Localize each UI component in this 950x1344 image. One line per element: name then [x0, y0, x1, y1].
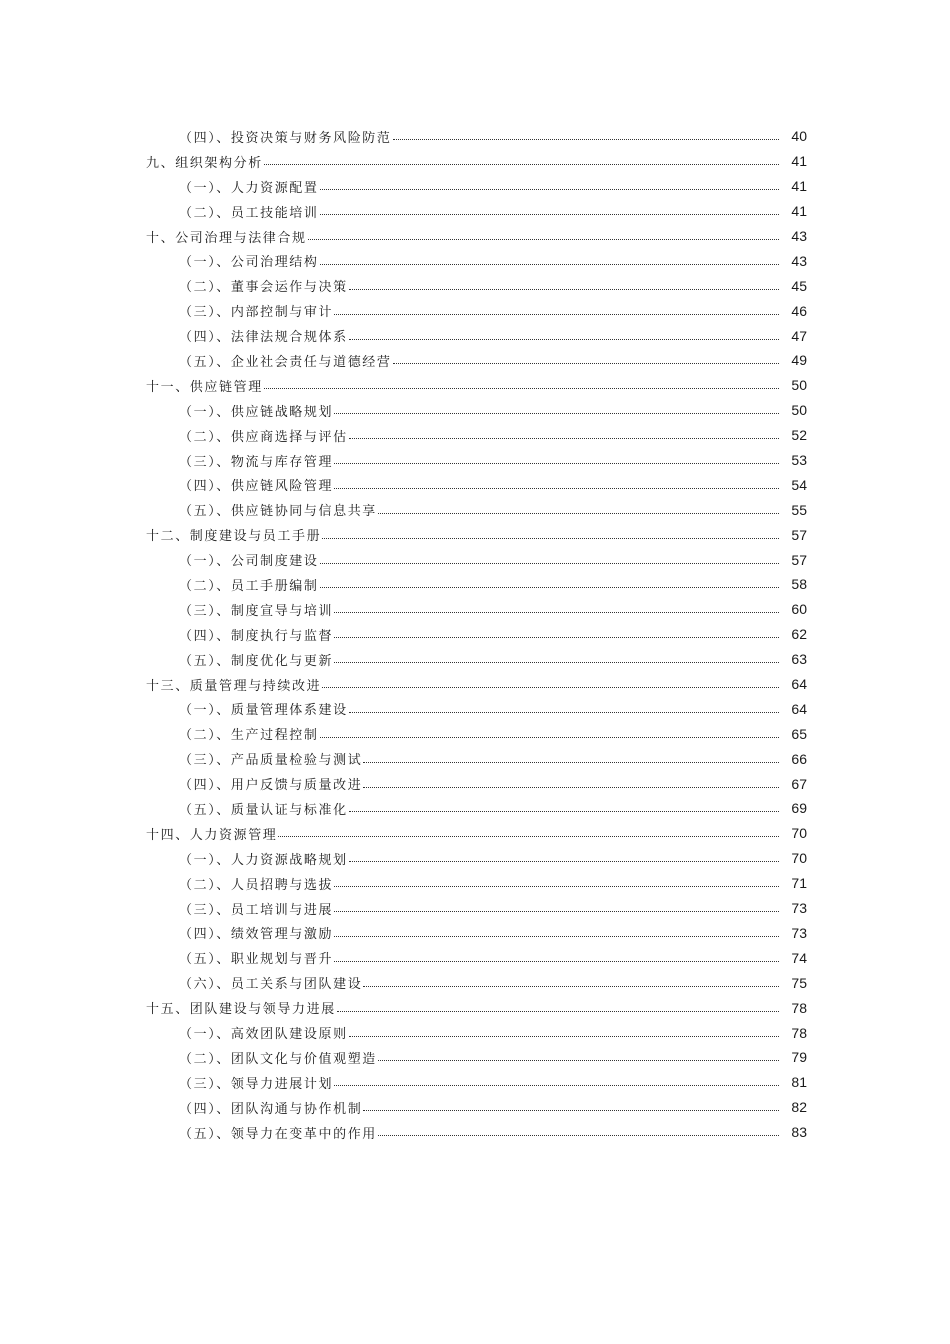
- toc-page-number: 54: [791, 476, 807, 493]
- toc-dot-leader: [320, 263, 779, 265]
- toc-entry-title: （二）、生产过程控制: [179, 724, 319, 743]
- toc-section-entry[interactable]: [0, 1020, 950, 1045]
- toc-section-entry[interactable]: [0, 323, 950, 348]
- toc-section-entry[interactable]: [0, 1095, 950, 1120]
- toc-entry-title: （五）、供应链协同与信息共享: [179, 500, 377, 519]
- toc-dot-leader: [349, 288, 779, 290]
- toc-section-entry[interactable]: [0, 572, 950, 597]
- toc-page-number: 70: [791, 825, 807, 842]
- toc-entry-title: （四）、制度执行与监督: [179, 625, 333, 644]
- toc-page-number: 78: [791, 999, 807, 1016]
- toc-page-number: 74: [791, 949, 807, 966]
- toc-entry-title: （二）、员工技能培训: [179, 202, 319, 221]
- toc-entry-title: （五）、领导力在变革中的作用: [179, 1123, 377, 1142]
- toc-dot-leader: [278, 835, 779, 837]
- toc-entry-title: 十三、质量管理与持续改进: [146, 675, 321, 694]
- toc-dot-leader: [334, 313, 779, 315]
- toc-section-entry[interactable]: [0, 597, 950, 622]
- toc-entry-title: （三）、内部控制与审计: [179, 301, 333, 320]
- toc-page-number: 73: [791, 900, 807, 917]
- toc-dot-leader: [320, 586, 779, 588]
- toc-section-entry[interactable]: [0, 1120, 950, 1145]
- toc-dot-leader: [349, 711, 779, 713]
- toc-dot-leader: [320, 213, 779, 215]
- toc-entry-title: 十五、团队建设与领导力进展: [146, 998, 336, 1017]
- toc-dot-leader: [320, 188, 779, 190]
- toc-page-number: 50: [791, 377, 807, 394]
- toc-dot-leader: [322, 537, 779, 539]
- toc-dot-leader: [334, 960, 779, 962]
- toc-page-number: 83: [791, 1124, 807, 1141]
- toc-dot-leader: [334, 462, 779, 464]
- toc-page-number: 70: [791, 850, 807, 867]
- toc-entry-title: （二）、员工手册编制: [179, 575, 319, 594]
- toc-page-number: 55: [791, 501, 807, 518]
- toc-dot-leader: [337, 1010, 779, 1012]
- toc-entry-title: （一）、质量管理体系建设: [179, 699, 348, 718]
- toc-page-number: 62: [791, 626, 807, 643]
- toc-section-entry[interactable]: [0, 746, 950, 771]
- toc-entry-title: （一）、公司制度建设: [179, 550, 319, 569]
- toc-chapter-entry[interactable]: [0, 149, 950, 174]
- toc-entry-title: （四）、法律法规合规体系: [179, 326, 348, 345]
- toc-entry-title: （二）、团队文化与价值观塑造: [179, 1048, 377, 1067]
- toc-page-number: 63: [791, 651, 807, 668]
- toc-entry-title: （五）、企业社会责任与道德经营: [179, 351, 392, 370]
- toc-entry-title: （二）、董事会运作与决策: [179, 276, 348, 295]
- toc-section-entry[interactable]: [0, 771, 950, 796]
- toc-page-number: 58: [791, 576, 807, 593]
- toc-entry-title: （四）、团队沟通与协作机制: [179, 1098, 362, 1117]
- toc-entry-title: （三）、物流与库存管理: [179, 451, 333, 470]
- toc-page-number: 81: [791, 1074, 807, 1091]
- toc-entry-title: 十二、制度建设与员工手册: [146, 525, 321, 544]
- toc-section-entry[interactable]: [0, 622, 950, 647]
- toc-dot-leader: [334, 487, 779, 489]
- toc-dot-leader: [378, 512, 779, 514]
- toc-dot-leader: [334, 885, 779, 887]
- toc-section-entry[interactable]: [0, 796, 950, 821]
- toc-dot-leader: [393, 362, 779, 364]
- toc-page-number: 50: [791, 402, 807, 419]
- toc-section-entry[interactable]: [0, 248, 950, 273]
- toc-page-number: 71: [791, 875, 807, 892]
- toc-dot-leader: [334, 412, 779, 414]
- toc-entry-title: （四）、投资决策与财务风险防范: [179, 127, 392, 146]
- toc-entry-title: （三）、产品质量检验与测试: [179, 749, 362, 768]
- toc-dot-leader: [322, 686, 779, 688]
- toc-entry-title: （三）、制度宣导与培训: [179, 600, 333, 619]
- toc-chapter-entry[interactable]: [0, 821, 950, 846]
- toc-page-number: 45: [791, 277, 807, 294]
- toc-section-entry[interactable]: [0, 398, 950, 423]
- toc-dot-leader: [334, 611, 779, 613]
- toc-section-entry[interactable]: [0, 1070, 950, 1095]
- toc-page-number: 78: [791, 1024, 807, 1041]
- toc-page-number: 41: [791, 203, 807, 220]
- toc-page-number: 64: [791, 700, 807, 717]
- toc-entry-title: （一）、人力资源战略规划: [179, 849, 348, 868]
- toc-section-entry[interactable]: [0, 696, 950, 721]
- toc-page-number: 57: [791, 526, 807, 543]
- toc-entry-title: （四）、绩效管理与激励: [179, 923, 333, 942]
- toc-page-number: 43: [791, 252, 807, 269]
- toc-dot-leader: [334, 910, 779, 912]
- toc-section-entry[interactable]: [0, 472, 950, 497]
- toc-entry-title: （一）、公司治理结构: [179, 251, 319, 270]
- toc-dot-leader: [378, 1134, 779, 1136]
- toc-page-number: 79: [791, 1049, 807, 1066]
- toc-section-entry[interactable]: [0, 945, 950, 970]
- toc-dot-leader: [363, 786, 779, 788]
- toc-page-number: 57: [791, 551, 807, 568]
- toc-page-number: 53: [791, 452, 807, 469]
- toc-section-entry[interactable]: [0, 199, 950, 224]
- toc-section-entry[interactable]: [0, 448, 950, 473]
- toc-dot-leader: [334, 935, 779, 937]
- table-of-contents: [0, 124, 950, 1145]
- toc-entry-title: （二）、供应商选择与评估: [179, 426, 348, 445]
- toc-section-entry[interactable]: [0, 174, 950, 199]
- toc-section-entry[interactable]: [0, 1045, 950, 1070]
- toc-entry-title: （六）、员工关系与团队建设: [179, 973, 362, 992]
- toc-entry-title: （五）、制度优化与更新: [179, 650, 333, 669]
- toc-entry-title: 十、公司治理与法律合规: [146, 227, 307, 246]
- toc-dot-leader: [393, 138, 779, 140]
- toc-section-entry[interactable]: [0, 348, 950, 373]
- toc-dot-leader: [308, 238, 779, 240]
- toc-dot-leader: [334, 661, 779, 663]
- toc-dot-leader: [363, 761, 779, 763]
- toc-section-entry[interactable]: [0, 497, 950, 522]
- toc-page-number: 66: [791, 750, 807, 767]
- toc-page-number: 67: [791, 775, 807, 792]
- toc-page-number: 52: [791, 427, 807, 444]
- toc-chapter-entry[interactable]: [0, 224, 950, 249]
- toc-page-number: 41: [791, 178, 807, 195]
- toc-section-entry[interactable]: [0, 896, 950, 921]
- toc-section-entry[interactable]: [0, 273, 950, 298]
- toc-dot-leader: [363, 1109, 779, 1111]
- toc-entry-title: （五）、职业规划与晋升: [179, 948, 333, 967]
- toc-entry-title: 十四、人力资源管理: [146, 824, 277, 843]
- toc-dot-leader: [349, 810, 779, 812]
- toc-entry-title: （三）、领导力进展计划: [179, 1073, 333, 1092]
- toc-dot-leader: [349, 1035, 779, 1037]
- toc-page-number: 60: [791, 601, 807, 618]
- toc-page-number: 41: [791, 153, 807, 170]
- toc-dot-leader: [334, 1084, 779, 1086]
- toc-chapter-entry[interactable]: [0, 373, 950, 398]
- toc-page-number: 47: [791, 327, 807, 344]
- toc-dot-leader: [349, 860, 779, 862]
- toc-page-number: 43: [791, 228, 807, 244]
- toc-entry-title: （一）、人力资源配置: [179, 177, 319, 196]
- toc-dot-leader: [264, 387, 779, 389]
- toc-page-number: 82: [791, 1099, 807, 1116]
- toc-entry-title: （五）、质量认证与标准化: [179, 799, 348, 818]
- toc-entry-title: （四）、用户反馈与质量改进: [179, 774, 362, 793]
- toc-entry-title: （一）、供应链战略规划: [179, 401, 333, 420]
- toc-page-number: 64: [791, 676, 807, 693]
- toc-page-number: 49: [791, 352, 807, 369]
- toc-entry-title: （一）、高效团队建设原则: [179, 1023, 348, 1042]
- toc-section-entry[interactable]: [0, 970, 950, 995]
- toc-chapter-entry[interactable]: [0, 522, 950, 547]
- toc-dot-leader: [349, 437, 779, 439]
- toc-dot-leader: [264, 163, 779, 165]
- toc-section-entry[interactable]: [0, 921, 950, 946]
- toc-section-entry[interactable]: [0, 647, 950, 672]
- toc-section-entry[interactable]: [0, 124, 950, 149]
- toc-entry-title: （二）、人员招聘与选拔: [179, 874, 333, 893]
- toc-page-number: 75: [791, 974, 807, 991]
- toc-dot-leader: [349, 338, 779, 340]
- toc-page-number: 40: [791, 128, 807, 145]
- toc-page-number: 65: [791, 725, 807, 742]
- toc-entry-title: （四）、供应链风险管理: [179, 475, 333, 494]
- toc-entry-title: 九、组织架构分析: [146, 152, 263, 171]
- toc-entry-title: （三）、员工培训与进展: [179, 899, 333, 918]
- toc-dot-leader: [334, 636, 779, 638]
- toc-page-number: 46: [791, 302, 807, 319]
- toc-dot-leader: [378, 1059, 779, 1061]
- toc-dot-leader: [320, 736, 779, 738]
- toc-section-entry[interactable]: [0, 721, 950, 746]
- toc-chapter-entry[interactable]: [0, 995, 950, 1020]
- toc-section-entry[interactable]: [0, 547, 950, 572]
- toc-chapter-entry[interactable]: [0, 672, 950, 697]
- toc-page-number: 73: [791, 924, 807, 941]
- toc-page-number: 69: [791, 800, 807, 817]
- toc-section-entry[interactable]: [0, 871, 950, 896]
- toc-section-entry[interactable]: [0, 423, 950, 448]
- toc-dot-leader: [363, 985, 779, 987]
- toc-dot-leader: [320, 562, 779, 564]
- toc-section-entry[interactable]: [0, 298, 950, 323]
- toc-section-entry[interactable]: [0, 846, 950, 871]
- toc-entry-title: 十一、供应链管理: [146, 376, 263, 395]
